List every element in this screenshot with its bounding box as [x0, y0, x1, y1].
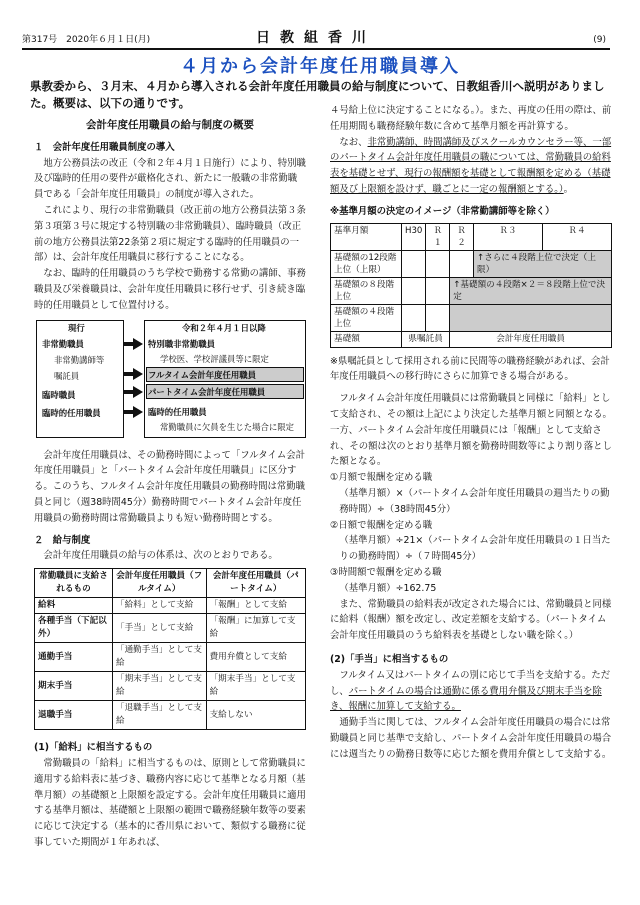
heading-2: ２ 給与制度: [34, 534, 91, 546]
arrow-icon: [133, 368, 143, 380]
paragraph: 会計年度任用職員の給与の体系は、次のとおりである。: [43, 550, 278, 562]
paragraph: 通勤手当に関しては、フルタイム会計年度任用職員の場合には常勤職員と同じ基準で支給し、パートタイム会計年度任用職員の場合には週当たりの勤務日数等に応じた額を費用弁償として支給する。: [330, 717, 612, 760]
table-cell: 「報酬」として支給: [206, 598, 305, 614]
table-cell: 通勤手当: [35, 643, 113, 672]
table-header: 基準月額: [331, 223, 402, 250]
table-cell: [402, 304, 426, 331]
heading-4: (2)「手当」に相当するもの: [330, 653, 449, 665]
table-cell: 会計年度任用職員: [450, 331, 612, 347]
section-title: 会計年度任用職員の給与制度の概要: [86, 119, 254, 131]
paragraph: [330, 135, 612, 198]
table-header: Ｒ４: [542, 223, 611, 250]
special-part-time: 特別職非常勤職員: [148, 338, 215, 349]
note: ※県嘱託員として採用される前に民間等の職務経験があれば、会計年度任用職員への移行時にさらに加算できる場合がある。: [330, 355, 610, 383]
page-header: [22, 30, 610, 50]
paragraph: ４号給上位に決定することになる。）。また、再度の任用の際は、前任用期間も職務経験年数に含めて基準月額を再計算する。: [330, 105, 612, 132]
table-cell: 退職手当: [35, 701, 113, 730]
arrow-icon: [133, 338, 143, 350]
table-row: [331, 331, 612, 347]
paragraph: なお、臨時的任用職員のうち学校で勤務する常勤の講師、事務職員及び栄養職員は、会計年度任用職員に移行せず、引き続き臨時的任用職員として位置付ける。: [34, 268, 306, 311]
table-row: [35, 643, 306, 672]
formula: （基準月額）÷21×（パートタイム会計年度任用職員の１日当たりの勤務時間）÷（７時間45分）: [339, 535, 611, 563]
fulltime-label: フルタイム会計年度任用職員: [148, 369, 257, 380]
base-monthly-table: [330, 223, 612, 348]
table-cell: 県嘱託員: [402, 331, 450, 347]
heading-3: (1)「給料」に相当するもの: [34, 742, 153, 754]
right-column: [330, 103, 612, 763]
paragraph: 会計年度任用職員は、その勤務時間によって「フルタイム会計年度任用職員」と「パートタイム会計年度任用職員」に区分する。このうち、フルタイム会計年度任用職員の勤務時間は常勤職員と同じ（週38時間45分）勤務時間でパートタイム会計年度任用職員の勤務時間は常勤職員よりも短い勤務時間とする。: [34, 449, 305, 524]
left-column: [34, 118, 306, 851]
table-cell: 「退職手当」として支給: [112, 701, 206, 730]
table-row: [35, 701, 306, 730]
table-header-row: [35, 569, 306, 598]
table-cell: 基礎額の４段階上位: [331, 304, 402, 331]
publication-name: 日教組香川: [256, 30, 376, 46]
table-cell: 「給料」として支給: [112, 598, 206, 614]
table-header: H30: [402, 223, 426, 250]
table-cell: [402, 277, 426, 304]
table-cell: 支給しない: [206, 701, 305, 730]
table-cell: 「通勤手当」として支給: [112, 643, 206, 672]
table-header: Ｒ３: [474, 223, 543, 250]
old-temp-appointee: 臨時的任用職員: [42, 407, 101, 418]
table-row: [35, 672, 306, 701]
table-cell: [450, 250, 474, 277]
paragraph: 地方公務員法の改正（令和２年４月１日施行）により、特別職及び臨時的任用の要件が厳格化され、新たに一般職の非常勤職員である「会計年度任用職員」の制度が導入された。: [34, 157, 306, 201]
underlined-text: パートタイムの場合は通勤に係る費用弁償及び期末手当を除き、報酬に加算して支給する。: [330, 685, 602, 713]
old-commission: 嘱託員: [54, 370, 80, 381]
table-row: [35, 614, 306, 643]
table-header-row: [331, 223, 612, 250]
paragraph: また、常勤職員の給料表が改定された場合には、常勤職員と同様に給料（報酬）額を改定し、改定差額を支給する。（パートタイム会計年度任用職員のうち給料表を基礎としない職を除く。）: [330, 598, 612, 642]
paragraph: フルタイム会計年度任用職員には常勤職員と同様に「給料」として支給され、その額は上記により決定した基準月額と同額となる。一方、パートタイム会計年度任用職員には「報酬」として支給され、その額は次のとおり基準月額を勤務時間数等により割り落とした額となる。: [330, 393, 612, 468]
table-cell: 「期末手当」として支給: [206, 672, 305, 701]
table-cell: [426, 304, 450, 331]
table-cell: 費用弁償として支給: [206, 643, 305, 672]
underlined-text: 非常勤講師、時間講師及びスクールカウンセラー等、一部のパートタイム会計年度任用職員の職については、常勤職員の給料表を基礎とせず、現行の報酬額を基礎として報酬額を定める（基礎額及び上限額を設けず、職ごとに一定の報酬額とする。）: [330, 136, 612, 195]
parttime-label: パートタイム会計年度任用職員: [148, 386, 266, 397]
table-cell: 「報酬」に加算して支給: [206, 614, 305, 643]
old-part-time: 非常勤職員: [42, 338, 84, 349]
list-item: ②日額で報酬を定める職: [330, 519, 433, 531]
table-cell: [402, 250, 426, 277]
formula: （基準月額）×（パートタイム会計年度任用職員の週当たりの勤務時間）÷（38時間45分）: [339, 487, 610, 515]
paragraph: これにより、現行の非常勤職員（改正前の地方公務員法第３条第３項第３号に規定する特別職の非常勤職員）、臨時職員（改正前の地方公務員法第22条第２項に規定する臨時的任用職員の一部）は、会計年度任用職員に移行することになる。: [34, 204, 306, 264]
old-temporary: 臨時職員: [42, 389, 76, 400]
table-cell: 基礎額: [331, 331, 402, 347]
table-header: 会計年度任用職員（フルタイム）: [112, 569, 206, 598]
table-cell: [426, 277, 450, 304]
issue-date: 第317号 2020年６月１日(月): [22, 35, 151, 45]
table-cell: [426, 250, 450, 277]
salary-system-table: [34, 568, 306, 730]
transition-diagram: [34, 320, 306, 438]
list-item: ③時間額で報酬を定める職: [330, 566, 442, 578]
table-header: Ｒ２: [450, 223, 474, 250]
formula: （基準月額）÷162.75: [339, 582, 437, 594]
table-cell: ↑基礎額の４段階×２＝８段階上位で決定: [450, 277, 612, 304]
table-row: [35, 598, 306, 614]
temp-appointee-label: 臨時的任用職員: [148, 406, 207, 417]
table-header: 常勤職員に支給されるもの: [35, 569, 113, 598]
table-header: Ｒ１: [426, 223, 450, 250]
paragraph: 常勤職員の「給料」に相当するものは、原則として常勤職員に適用する給料表に基づき、職務内容に応じて基準となる月額（基準月額）の基礎額と上限額を設定する。会計年度任用職員に適用する基準月額は、基礎額と上限額の範囲で職務経験年数等の要素に応じて決定する（基本的に香川県において、類似する職務に従事していた期間が１年あれば、: [34, 757, 306, 848]
table-cell: 各種手当（下記以外）: [35, 614, 113, 643]
lead-paragraph: 県教委から、３月末、４月から導入される会計年度任用職員の給与制度について、日教組香川へ説明がありました。概要は、以下の通りです。: [30, 79, 605, 110]
arrow-icon: [133, 386, 143, 398]
table-cell: 「手当」として支給: [112, 614, 206, 643]
text: フルタイム又はパートタイムの別に応じて手当を支給する。ただし、: [330, 669, 611, 697]
table-header: 会計年度任用職員（パートタイム）: [206, 569, 305, 598]
special-note: 学校医、学校評議員等に限定: [160, 353, 269, 364]
table-cell: 基礎額の８段階上位: [331, 277, 402, 304]
table-cell: 期末手当: [35, 672, 113, 701]
text: 。: [563, 183, 574, 195]
table-cell: 「期末手当」として支給: [112, 672, 206, 701]
text: なお、: [339, 136, 368, 148]
table-cell: 給料: [35, 598, 113, 614]
current-label: 現行: [68, 322, 85, 333]
heading-1: １ 会計年度任用職員制度の導入: [34, 141, 175, 153]
image-title: ※基準月額の決定のイメージ（非常勤講師等を除く）: [330, 205, 555, 217]
table-row: [331, 277, 612, 304]
table-row: [331, 250, 612, 277]
table-cell: ↑さらに４段階上位で決定（上限）: [474, 250, 612, 277]
table-cell: [450, 304, 612, 331]
table-cell: 基礎額の12段階上位（上限）: [331, 250, 402, 277]
table-row: [331, 304, 612, 331]
paragraph: [330, 668, 612, 715]
arrow-icon: [133, 406, 143, 418]
temp-appointee-note: 常勤職員に欠員を生じた場合に限定: [160, 421, 294, 432]
after-label: 令和２年４月１日以降: [182, 322, 266, 333]
old-lecturer: 非常勤講師等: [54, 354, 105, 365]
list-item: ①月額で報酬を定める職: [330, 472, 433, 484]
article-title: ４月から会計年度任用職員導入: [180, 56, 460, 77]
page-number: (9): [593, 35, 606, 45]
